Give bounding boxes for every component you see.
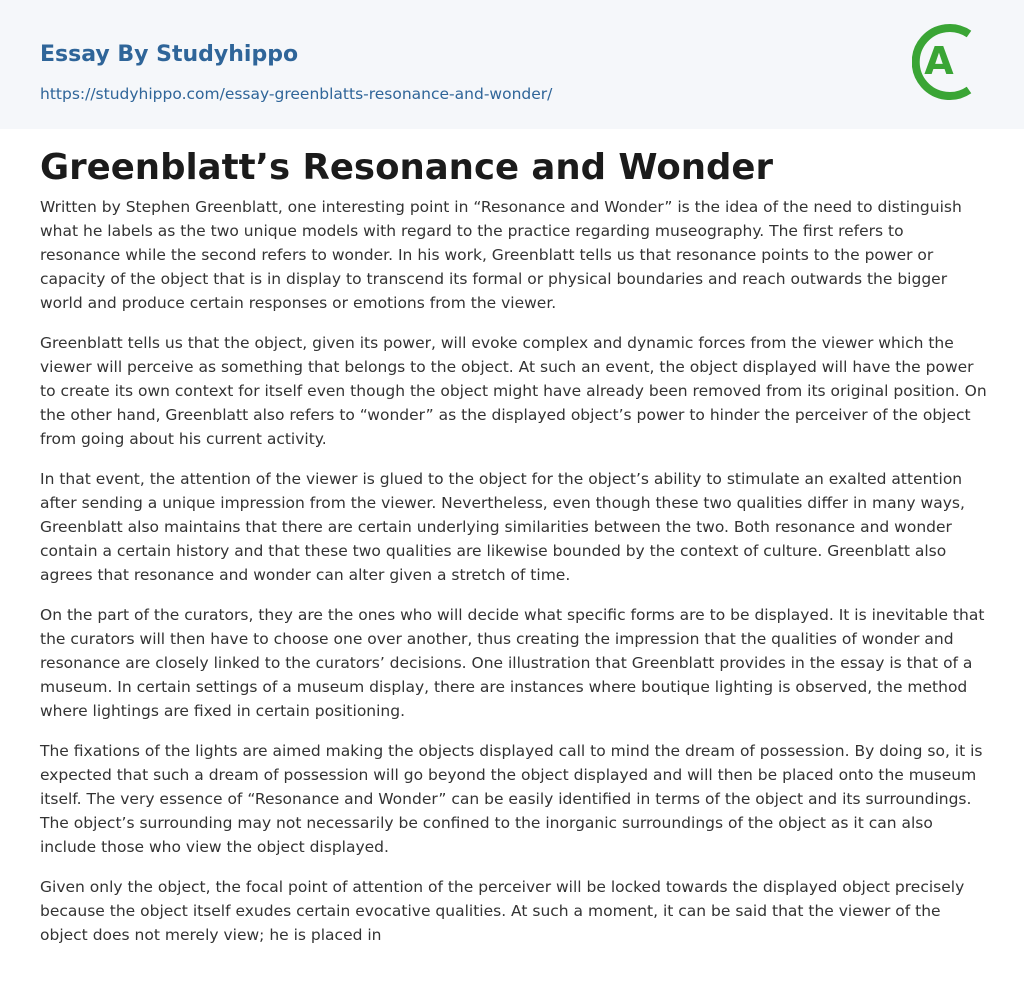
paragraph-2: Greenblatt tells us that the object, given its power, will evoke complex and dynamic forces from the viewer which the viewer will perceive as something that belongs to the object. At such an event, the object displayed will have the power to create its own context for itself even though the object might have already been removed from its original position. On the other hand, Greenblatt also refers to “wonder” as the displayed object’s power to hinder the perceiver of the object from going about his current activity. <box>40 334 987 448</box>
site-header <box>0 0 1024 129</box>
page-title: Greenblatt’s Resonance and Wonder <box>40 147 773 188</box>
logo-letter: A <box>924 39 954 83</box>
paragraph-6: Given only the object, the focal point of attention of the perceiver will be locked towards the displayed object precisely because the object itself exudes certain evocative qualities. At such a moment, it can be said that the viewer of the object does not merely view; he is placed in <box>40 878 965 944</box>
paragraph-5: The fixations of the lights are aimed making the objects displayed call to mind the dream of possession. By doing so, it is expected that such a dream of possession will go beyond the object displayed and will then be placed onto the museum itself. The very essence of “Resonance and Wonder” can be easily identified in terms of the object and its surroundings. The object’s surrounding may not necessarily be confined to the inorganic surroundings of the object as it can also include those who view the object displayed. <box>40 742 983 856</box>
paragraph-1: Written by Stephen Greenblatt, one interesting point in “Resonance and Wonder” is the idea of the need to distinguish what he labels as the two unique models with regard to the practice regarding museography. The first refers to resonance while the second refers to wonder. In his work, Greenblatt tells us that resonance points to the power or capacity of the object that is in display to transcend its formal or physical boundaries and reach outwards the bigger world and produce certain responses or emotions from the viewer. <box>40 198 962 312</box>
studyhippo-logo-icon[interactable] <box>912 18 988 106</box>
site-brand[interactable]: Essay By Studyhippo <box>40 42 299 67</box>
essay-url-link[interactable]: https://studyhippo.com/essay-greenblatts-resonance-and-wonder/ <box>40 85 553 103</box>
article <box>0 129 1024 947</box>
paragraph-4: On the part of the curators, they are the ones who will decide what specific forms are to be displayed. It is inevitable that the curators will then have to choose one over another, thus creating the impression that the qualities of wonder and resonance are closely linked to the curators’ decisions. One illustration that Greenblatt provides in the essay is that of a museum. In certain settings of a museum display, there are instances where boutique lighting is observed, the method where lightings are fixed in certain positioning. <box>40 606 985 720</box>
paragraph-3: In that event, the attention of the viewer is glued to the object for the object’s ability to stimulate an exalted attention after sending a unique impression from the viewer. Nevertheless, even though these two qualities differ in many ways, Greenblatt also maintains that there are certain underlying similarities between the two. Both resonance and wonder contain a certain history and that these two qualities are likewise bounded by the context of culture. Greenblatt also agrees that resonance and wonder can alter given a stretch of time. <box>40 470 965 584</box>
